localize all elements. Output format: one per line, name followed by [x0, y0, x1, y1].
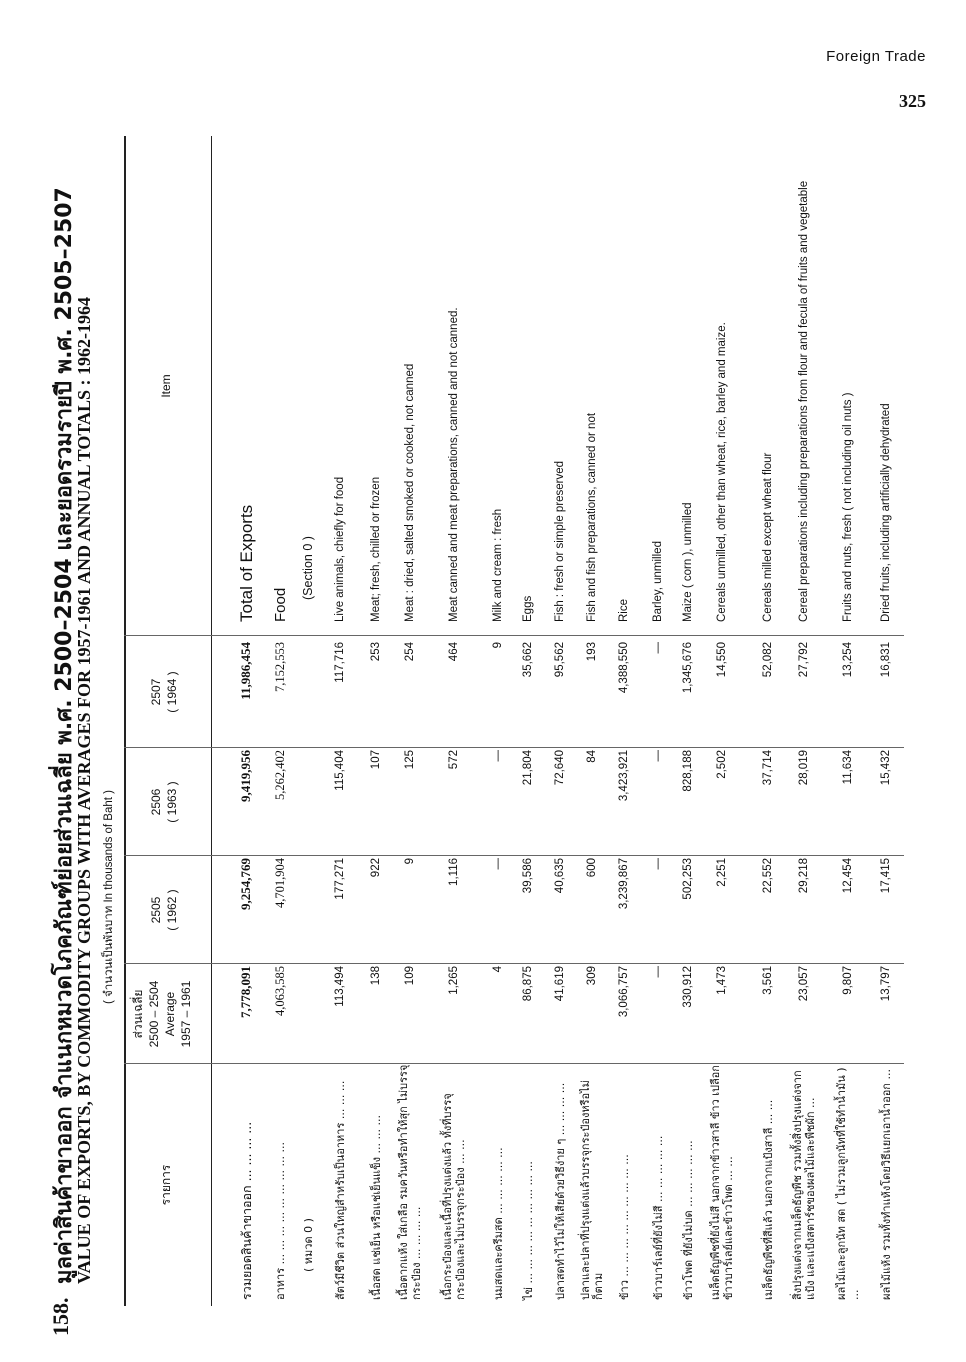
value-1962-cell: 177,271 — [334, 858, 346, 900]
value-1962-cell: 17,415 — [880, 858, 892, 894]
value-1964-cell: 9 — [492, 642, 504, 649]
item-english-cell: Barley, unmilled — [651, 541, 664, 622]
item-thai-cell: ผลไม้แห้ง รวมทั้งทำแห้งโดยวิธีแยกเอาน้ำออก ... — [879, 1069, 893, 1300]
item-thai-cell: สิ่งปรุงแต่งจากเมล็ดธัญพืช รวมทั้งสิ่งปรุงแต่งจากแป้ง และแป้งสตาร์ชของผลไม้และพืชผัก ... — [791, 1070, 817, 1300]
value-1963-cell: 5,262,402 — [272, 750, 287, 800]
value-1963-cell: 11,634 — [842, 750, 854, 785]
page-header — [826, 48, 926, 112]
item-english-cell: Eggs — [521, 595, 534, 622]
item-thai-cell: รวมยอดสินค้าขาออก ... ... ... ... — [238, 1121, 254, 1300]
item-english-cell: Milk and cream : fresh — [491, 508, 504, 622]
value-1962-cell: 40,635 — [554, 858, 566, 894]
average-cell: 4,063,585 — [272, 966, 287, 1016]
section-title: Foreign Trade — [826, 48, 926, 65]
value-1964-cell: 193 — [586, 642, 598, 662]
value-1963-cell: 828,188 — [682, 750, 694, 792]
value-1962-cell: 29,218 — [798, 858, 810, 894]
value-1964-cell: 14,550 — [716, 642, 728, 678]
item-thai-cell: เนื้อสด แช่เย็น หรือแช่เย็นแข็ง ... ... ... — [369, 1114, 383, 1300]
average-cell: 109 — [404, 966, 416, 986]
value-1963-cell — [290, 750, 326, 858]
item-english-cell: Live animals, chiefly for food — [333, 476, 346, 622]
value-1964-cell — [290, 642, 326, 750]
item-english-cell: Meat canned and meat preparations, canned and not canned. — [447, 307, 460, 622]
value-1964-cell: 52,082 — [762, 642, 774, 678]
value-1964-cell: 35,662 — [522, 642, 534, 678]
header-1962-line: 2505 — [149, 896, 163, 924]
table-title-thai: มูลค่าสินค้าขาออก จำแนกหมวดโภคภัณฑ์ย่อยส่วนเฉลี่ย พ.ศ. 2500–2504 และยอดรวมรายปี พ.ศ. 2505–2507 — [52, 187, 77, 1284]
average-cell: 7,778,091 — [238, 966, 253, 1018]
average-cell: 113,494 — [334, 966, 346, 1007]
value-1962-cell — [290, 858, 326, 966]
item-english-cell: Cereal preparations including preparations from flour and fecula of fruits and vegetable — [797, 180, 810, 622]
value-1964-cell: 11,986,454 — [238, 642, 253, 700]
table-top-rule — [124, 136, 126, 1306]
value-1962-cell: 39,586 — [522, 858, 534, 894]
item-english-cell: Maize ( corn ), unmilled — [681, 502, 694, 622]
average-cell: 309 — [586, 966, 598, 986]
value-1962-cell: 1,116 — [448, 858, 460, 886]
value-1964-cell: 95,562 — [554, 642, 566, 678]
value-1962-cell: 9 — [404, 858, 416, 865]
value-1964-cell: 4,388,550 — [618, 642, 630, 694]
table-row — [830, 136, 866, 1306]
average-cell: 1,265 — [448, 966, 460, 995]
value-1963-cell: 28,019 — [798, 750, 810, 786]
item-thai-cell: เมล็ดธัญพืชที่ยังไม่สี นอกจากข้าวสาลี ข้าว เปลือก ข้าวบาร์เลย์และข้าวโพด ... ... — [709, 1065, 735, 1300]
header-item-english — [158, 136, 174, 636]
item-thai-cell: นมสดและครีมสด ... ... ... ... ... — [491, 1147, 505, 1300]
value-1963-cell: 84 — [586, 750, 598, 763]
item-thai-cell: อาหาร ... ... ... ... ... ... ... ... ... — [273, 1142, 287, 1300]
value-1963-cell: 72,640 — [554, 750, 566, 786]
value-1963-cell: 107 — [370, 750, 382, 770]
value-1964-cell: 27,792 — [798, 642, 810, 678]
header-1964-line: 2507 — [149, 678, 163, 706]
item-thai-cell: ปลาสดทำไว้ไม่ให้เสียด้วยวิธีง่าย ๆ ... ... ... ... — [553, 1082, 567, 1300]
table-row — [290, 136, 326, 1306]
item-english-cell: Total of Exports — [236, 504, 256, 622]
value-1964-cell: 1,345,676 — [682, 642, 694, 694]
header-average-line: ส่วนเฉลี่ย — [131, 989, 145, 1039]
table-row — [704, 136, 740, 1306]
item-english-cell: (Section 0 ) — [300, 536, 315, 600]
value-1962-cell: — — [492, 858, 504, 870]
value-1964-cell: 117,716 — [334, 642, 346, 683]
value-1962-cell: 2,251 — [716, 858, 728, 887]
item-thai-cell: ข้าวโพด ที่ยังไม่บด ... ... ... ... ... — [681, 1140, 695, 1300]
value-1964-cell: 464 — [448, 642, 460, 662]
value-1963-cell: — — [652, 750, 664, 762]
item-english-cell: Meat; fresh, chilled or frozen — [369, 476, 382, 622]
header-1963-line: 2506 — [149, 788, 163, 816]
average-cell: 138 — [370, 966, 382, 986]
average-cell: — — [652, 966, 664, 978]
value-1962-cell: 22,552 — [762, 858, 774, 894]
value-1963-cell: 125 — [404, 750, 416, 770]
header-1964-line: ( 1964 ) — [165, 671, 179, 713]
item-english-cell: Fruits and nuts, fresh ( not including oil nuts ) — [841, 392, 854, 622]
value-1964-cell: — — [652, 642, 664, 654]
item-thai-cell: ( หมวด 0 ) — [301, 1218, 315, 1272]
value-1962-cell: 600 — [586, 858, 598, 878]
average-cell: 330,912 — [682, 966, 694, 1008]
table-row — [228, 136, 264, 1306]
item-english-cell: Cereals milled except wheat flour — [761, 452, 774, 622]
value-1962-cell: — — [652, 858, 664, 870]
value-1963-cell: 572 — [448, 750, 460, 770]
value-1963-cell: 3,423,921 — [618, 750, 630, 802]
table-row — [542, 136, 578, 1306]
table-row — [358, 136, 394, 1306]
value-1962-cell: 922 — [370, 858, 382, 878]
item-english-cell: Meat : dried, salted smoked or cooked, not canned — [403, 363, 416, 622]
value-1962-cell: 502,253 — [682, 858, 694, 900]
item-thai-cell: เมล็ดธัญพืชที่สีแล้ว นอกจากแป้งสาลี ... ... — [761, 1099, 775, 1300]
average-cell: 86,875 — [522, 966, 534, 1002]
item-english-cell: Cereals unmilled, other than wheat, rice, barley and maize. — [715, 322, 728, 622]
average-cell: 9,807 — [842, 966, 854, 995]
table-row — [786, 136, 822, 1306]
average-cell — [290, 966, 326, 1062]
exports-table — [40, 126, 920, 1336]
header-average-line: Average — [163, 991, 177, 1037]
item-thai-cell: ปลาและปลาที่ปรุงแต่งแล้วบรรจุกระป๋องหรือไม่ก็ตาม — [579, 1080, 605, 1300]
item-english-cell: Food — [271, 587, 289, 622]
value-1962-cell: 4,701,904 — [272, 858, 287, 908]
value-1963-cell: 115,404 — [334, 750, 346, 791]
value-1964-cell: 254 — [404, 642, 416, 662]
item-english-cell: Fish : fresh or simple preserved — [553, 460, 566, 622]
value-1963-cell: 9,419,956 — [238, 750, 253, 802]
header-item-english-label: Item — [159, 374, 173, 398]
value-1963-cell: 15,432 — [880, 750, 892, 786]
header-1962 — [148, 856, 180, 964]
table-row — [606, 136, 642, 1306]
average-cell: 41,619 — [554, 966, 566, 1002]
average-cell: 13,797 — [880, 966, 892, 1002]
header-bottom-rule — [211, 136, 212, 1306]
average-cell: 23,057 — [798, 966, 810, 1002]
table-title-english: VALUE OF EXPORTS, BY COMMODITY GROUPS WITH AVERAGES FOR 1957-1961 AND ANNUAL TOTALS : 1962-1964 — [74, 297, 94, 1284]
average-cell: 1,473 — [716, 966, 728, 995]
item-english-cell: Dried fruits, including artificially dehydrated — [879, 403, 892, 622]
table-row — [510, 136, 546, 1306]
table-row — [436, 136, 472, 1306]
unit-note: ( จำนวนเป็นพันบาท In thousands of Baht ) — [103, 790, 115, 1004]
header-item-thai-label: รายการ — [159, 1164, 173, 1206]
header-item-thai — [158, 1064, 174, 1306]
value-1962-cell: 9,254,769 — [238, 858, 253, 910]
average-cell: 3,066,757 — [618, 966, 630, 1018]
header-1964 — [148, 636, 180, 748]
table-row — [574, 136, 610, 1306]
header-average-line: 2500 – 2504 — [147, 980, 161, 1048]
table-row — [322, 136, 358, 1306]
value-1964-cell: 7,152,553 — [272, 642, 287, 692]
item-thai-cell: ข้าวบาร์เลย์ที่ยังไม่สี ... ... ... ... ... — [651, 1135, 665, 1300]
item-thai-cell: เนื้อกระป๋องและเนื้อที่ปรุงแต่งแล้ว ทั้งที่บรรจุกระป๋องและไม่บรรจุกระป๋อง ... ... — [441, 1093, 467, 1300]
item-thai-cell: ไข่ ... ... ... ... ... ... ... ... ... — [521, 1161, 535, 1300]
header-1963 — [148, 748, 180, 856]
value-1964-cell: 13,254 — [842, 642, 854, 678]
table-row — [868, 136, 904, 1306]
item-thai-cell: ผลไม้และลูกนัท สด ( ไม่รวมลูกนัทที่ใช้ทำน้ำมัน ) ... — [835, 1067, 861, 1300]
average-cell: 3,561 — [762, 966, 774, 995]
value-1963-cell: 21,804 — [522, 750, 534, 786]
table-row — [750, 136, 786, 1306]
page-number: 325 — [899, 91, 926, 111]
table-row — [670, 136, 706, 1306]
value-1964-cell: 16,831 — [880, 642, 892, 678]
item-english-cell: Fish and fish preparations, canned or not — [585, 412, 598, 622]
item-english-cell: Rice — [617, 598, 630, 622]
item-thai-cell: เนื้อตากแห้ง ใส่เกลือ รมควันหรือทำให้สุก ไม่บรรจุกระป๋อง ... ... ... ... — [397, 1064, 423, 1300]
header-average — [130, 964, 194, 1064]
value-1963-cell: 37,714 — [762, 750, 774, 786]
header-1963-line: ( 1963 ) — [165, 781, 179, 823]
item-thai-cell: ข้าว ... ... ... ... ... ... ... ... ... — [617, 1154, 631, 1300]
header-1962-line: ( 1962 ) — [165, 889, 179, 931]
table-row — [392, 136, 428, 1306]
value-1963-cell: — — [492, 750, 504, 762]
value-1962-cell: 12,454 — [842, 858, 854, 894]
item-thai-cell: สัตว์มีชีวิต ส่วนใหญ่สำหรับเป็นอาหาร ... ... ... — [333, 1080, 347, 1300]
value-1963-cell: 2,502 — [716, 750, 728, 779]
header-average-line: 1957 – 1961 — [179, 980, 193, 1048]
value-1962-cell: 3,239,867 — [618, 858, 630, 910]
average-cell: 4 — [492, 966, 504, 973]
value-1964-cell: 253 — [370, 642, 382, 662]
table-number: 158. — [48, 1297, 73, 1336]
